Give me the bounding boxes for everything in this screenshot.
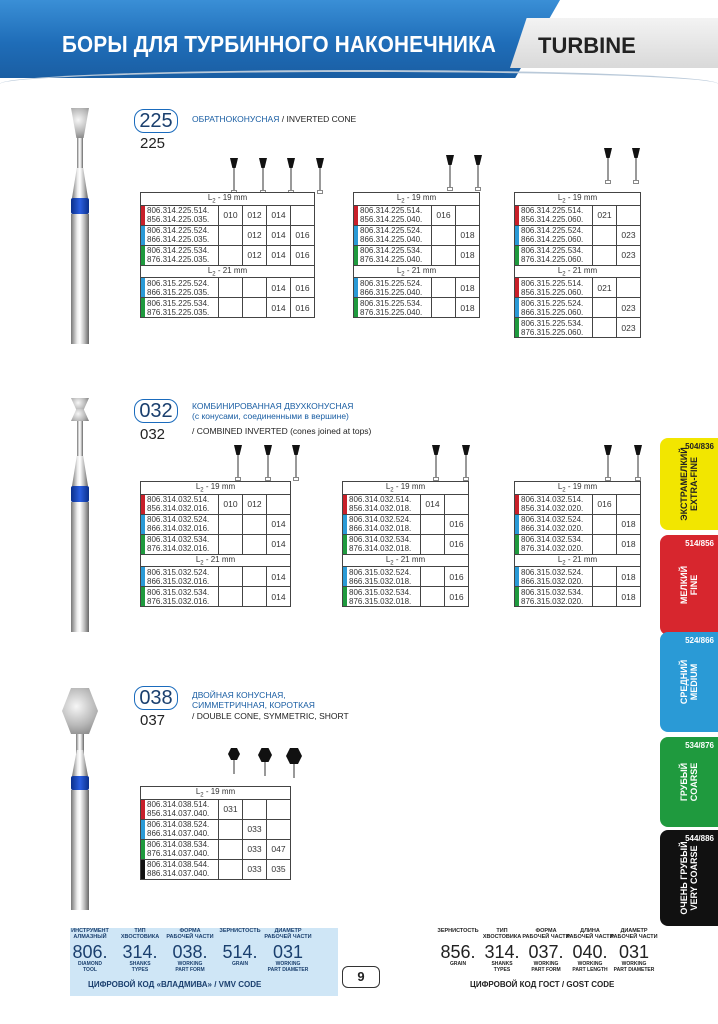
diameter-value xyxy=(432,278,456,298)
bur-size-icon xyxy=(632,148,640,188)
diameter-value: 016 xyxy=(291,225,315,245)
table-row xyxy=(515,225,641,245)
diameter-value: 023 xyxy=(617,298,641,318)
product-code: 806.315.225.534. 876.315.225.035. xyxy=(141,298,219,318)
section-title-032-ru: КОМБИНИРОВАННАЯ ДВУХКОНУСНАЯ (с конусами, соединенными в вершине) xyxy=(192,401,354,421)
table-row xyxy=(354,245,480,265)
bur-size-icon xyxy=(286,748,302,782)
grit-code: 524/866 xyxy=(685,636,714,645)
product-code: 806.314.032.514. 856.314.032.018. xyxy=(343,494,421,514)
diameter-value: 018 xyxy=(617,514,641,534)
section-title-032-en: / COMBINED INVERTED (cones joined at tops) xyxy=(192,426,372,436)
diameter-value: 016 xyxy=(291,245,315,265)
table-row xyxy=(343,567,469,587)
code-segment: ДЛИНА РАБОЧЕЙ ЧАСТИ 040. WORKING PART LENGTH xyxy=(566,928,614,973)
product-code: 806.315.032.534. 876.315.032.016. xyxy=(141,587,219,607)
diameter-value xyxy=(219,225,243,245)
section-title-038-en: / DOUBLE CONE, SYMMETRIC, SHORT xyxy=(192,711,349,721)
bur-size-icon xyxy=(604,148,612,188)
diameter-value xyxy=(243,298,267,318)
shape-code-032: 032 xyxy=(134,399,178,423)
diameter-value xyxy=(432,225,456,245)
diameter-value xyxy=(593,514,617,534)
diameter-value xyxy=(432,298,456,318)
table-row xyxy=(141,567,291,587)
table-row xyxy=(141,298,315,318)
product-code: 806.315.032.524. 866.315.032.020. xyxy=(515,567,593,587)
product-code: 806.315.225.524. 866.315.225.060. xyxy=(515,298,593,318)
diameter-value: 016 xyxy=(445,567,469,587)
product-code: 806.314.032.534. 876.314.032.018. xyxy=(343,534,421,554)
product-code: 806.315.225.534. 876.315.225.040. xyxy=(354,298,432,318)
bur-size-icon xyxy=(446,155,454,195)
diameter-value: 016 xyxy=(445,587,469,607)
diameter-value xyxy=(267,494,291,514)
bur-illustration-225 xyxy=(60,108,100,348)
diameter-value xyxy=(445,494,469,514)
grit-tab-coarse[interactable] xyxy=(660,737,718,827)
product-code: 806.314.032.524. 866.314.032.016. xyxy=(141,514,219,534)
diameter-value: 033 xyxy=(243,819,267,839)
product-code: 806.315.225.524. 866.315.225.035. xyxy=(141,278,219,298)
diameter-value xyxy=(593,245,617,265)
code-segment: ИНСТРУМЕНТ АЛМАЗНЫЙ 806. DIAMOND TOOL xyxy=(71,928,109,973)
page-title: БОРЫ ДЛЯ ТУРБИННОГО НАКОНЕЧНИКА xyxy=(62,31,497,57)
product-code: 806.314.032.524. 866.314.032.020. xyxy=(515,514,593,534)
diameter-value xyxy=(243,514,267,534)
diameter-value xyxy=(219,298,243,318)
product-code: 806.315.032.534. 876.315.032.018. xyxy=(343,587,421,607)
product-code: 806.315.225.514. 856.315.225.060. xyxy=(515,278,593,298)
section-title-225: ОБРАТНОКОНУСНАЯ / INVERTED CONE xyxy=(192,114,357,124)
diameter-value: 016 xyxy=(445,534,469,554)
product-code: 806.314.225.534. 876.314.225.040. xyxy=(354,245,432,265)
diameter-value: 021 xyxy=(593,278,617,298)
diameter-value xyxy=(243,799,267,819)
diameter-value: 018 xyxy=(617,534,641,554)
product-code: 806.314.038.544. 886.314.037.040. xyxy=(141,859,219,879)
diameter-value xyxy=(243,567,267,587)
diameter-value xyxy=(432,245,456,265)
diameter-value xyxy=(617,205,641,225)
table-row xyxy=(141,534,291,554)
diameter-value: 021 xyxy=(593,205,617,225)
product-code: 806.314.225.514. 856.314.225.040. xyxy=(354,205,432,225)
code-segment: ДИАМЕТР РАБОЧЕЙ ЧАСТИ 031 WORKING PART DIAMETER xyxy=(610,928,658,973)
diameter-value: 014 xyxy=(421,494,445,514)
table-row xyxy=(343,494,469,514)
spec-table-038-1 xyxy=(140,786,291,880)
table-row xyxy=(141,278,315,298)
code-segment: ТИП ХВОСТОВИКА 314. SHANKS TYPES xyxy=(482,928,522,973)
diameter-value: 014 xyxy=(267,534,291,554)
shape-code-038: 038 xyxy=(134,686,178,710)
product-code: 806.315.032.534. 876.315.032.020. xyxy=(515,587,593,607)
length-header: $L_2 - 21$ mm xyxy=(343,554,469,567)
table-row xyxy=(515,318,641,338)
code-segment: ФОРМА РАБОЧЕЙ ЧАСТИ 038. WORKING PART FORM xyxy=(166,928,214,973)
bur-size-icon xyxy=(292,445,300,485)
code-segment: ЗЕРНИСТОСТЬ 514. GRAIN xyxy=(219,928,261,967)
diameter-value xyxy=(219,819,243,839)
product-code: 806.314.032.534. 876.314.032.020. xyxy=(515,534,593,554)
table-row xyxy=(354,225,480,245)
length-header: $L_2 - 21$ mm xyxy=(354,265,480,278)
diameter-value: 033 xyxy=(243,839,267,859)
diameter-value xyxy=(456,205,480,225)
diameter-value xyxy=(243,587,267,607)
diameter-value xyxy=(617,278,641,298)
table-row xyxy=(141,859,291,879)
bur-size-icon xyxy=(604,445,612,485)
diameter-value xyxy=(219,587,243,607)
product-code: 806.314.032.534. 876.314.032.016. xyxy=(141,534,219,554)
table-row xyxy=(141,245,315,265)
diameter-value: 031 xyxy=(219,799,243,819)
page-number: 9 xyxy=(342,966,380,988)
product-code: 806.315.032.524. 866.315.032.016. xyxy=(141,567,219,587)
length-header: $L_2 - 19$ mm xyxy=(354,193,480,206)
grit-label: ОЧЕНЬ ГРУБЫЙ VERY COARSE xyxy=(679,841,699,915)
diameter-value: 018 xyxy=(456,278,480,298)
grit-tab-fine[interactable] xyxy=(660,535,718,635)
turbine-badge: TURBINE xyxy=(538,33,636,58)
table-row xyxy=(343,587,469,607)
grit-tab-medium[interactable] xyxy=(660,632,718,732)
diameter-value xyxy=(219,839,243,859)
table-row xyxy=(141,514,291,534)
diameter-value: 016 xyxy=(291,298,315,318)
diameter-value: 018 xyxy=(617,567,641,587)
diameter-value xyxy=(219,278,243,298)
product-code: 806.315.032.524. 866.315.032.018. xyxy=(343,567,421,587)
diameter-value: 014 xyxy=(267,278,291,298)
diameter-value: 023 xyxy=(617,318,641,338)
diameter-value xyxy=(291,205,315,225)
code-segment: ТИП ХВОСТОВИКА 314. SHANKS TYPES xyxy=(120,928,160,973)
diameter-value: 010 xyxy=(219,494,243,514)
diameter-value xyxy=(617,494,641,514)
diameter-value xyxy=(593,567,617,587)
table-row xyxy=(515,278,641,298)
diameter-value: 012 xyxy=(243,205,267,225)
table-row xyxy=(515,245,641,265)
diameter-value: 014 xyxy=(267,205,291,225)
bur-size-icon xyxy=(316,158,324,198)
diameter-value: 016 xyxy=(445,514,469,534)
diameter-value: 014 xyxy=(267,587,291,607)
bur-size-icon xyxy=(234,445,242,485)
diameter-value: 033 xyxy=(243,859,267,879)
length-header: $L_2 - 19$ mm xyxy=(141,787,291,800)
table-row xyxy=(354,278,480,298)
diameter-value xyxy=(421,534,445,554)
bur-illustration-038 xyxy=(60,688,100,910)
bur-size-icon xyxy=(258,748,272,782)
product-code: 806.314.225.524. 866.314.225.060. xyxy=(515,225,593,245)
shape-code-gost-037: 037 xyxy=(140,712,166,729)
table-row xyxy=(141,587,291,607)
table-row xyxy=(343,534,469,554)
diameter-value xyxy=(219,534,243,554)
diameter-value: 018 xyxy=(456,245,480,265)
spec-table-225-2 xyxy=(353,192,480,318)
product-code: 806.314.225.514. 856.314.225.035. xyxy=(141,205,219,225)
product-code: 806.314.225.534. 876.314.225.035. xyxy=(141,245,219,265)
diameter-value: 014 xyxy=(267,514,291,534)
grit-label: ЭКСТРАМЕЛКИЙ EXTRA-FINE xyxy=(679,447,699,521)
grit-label: ГРУБЫЙ COARSE xyxy=(679,762,699,802)
diameter-value xyxy=(593,534,617,554)
spec-table-032-3 xyxy=(514,481,641,607)
length-header: $L_2 - 21$ mm xyxy=(141,554,291,567)
diameter-value xyxy=(593,318,617,338)
product-code: 806.314.225.524. 866.314.225.040. xyxy=(354,225,432,245)
table-row xyxy=(354,205,480,225)
section-title-038-ru: ДВОЙНАЯ КОНУСНАЯ, СИММЕТРИЧНАЯ, КОРОТКАЯ xyxy=(192,690,315,710)
bur-size-icon xyxy=(462,445,470,485)
bur-size-icon xyxy=(228,748,240,782)
table-row xyxy=(515,205,641,225)
product-code: 806.315.225.524. 866.315.225.040. xyxy=(354,278,432,298)
table-row xyxy=(515,567,641,587)
grit-label: МЕЛКИЙ FINE xyxy=(679,565,699,605)
product-code: 806.315.225.534. 876.315.225.060. xyxy=(515,318,593,338)
product-code: 806.314.032.514. 856.314.032.020. xyxy=(515,494,593,514)
diameter-value: 035 xyxy=(267,859,291,879)
diameter-value: 047 xyxy=(267,839,291,859)
length-header: $L_2 - 21$ mm xyxy=(515,554,641,567)
vmv-code-caption: ЦИФРОВОЙ КОД «ВЛАДМИВА» / VMV CODE xyxy=(88,980,262,989)
product-code: 806.314.032.524. 866.314.032.018. xyxy=(343,514,421,534)
table-row xyxy=(354,298,480,318)
spec-table-032-2 xyxy=(342,481,469,607)
length-header: $L_2 - 21$ mm xyxy=(515,265,641,278)
diameter-value: 016 xyxy=(432,205,456,225)
bur-size-icon xyxy=(264,445,272,485)
diameter-value xyxy=(219,245,243,265)
diameter-value xyxy=(421,567,445,587)
diameter-value: 014 xyxy=(267,567,291,587)
table-row xyxy=(141,205,315,225)
diameter-value: 012 xyxy=(243,494,267,514)
diameter-value xyxy=(243,534,267,554)
length-header: $L_2 - 21$ mm xyxy=(141,265,315,278)
diameter-value xyxy=(267,819,291,839)
bur-size-icon xyxy=(432,445,440,485)
bur-size-icon xyxy=(634,445,642,485)
diameter-value: 018 xyxy=(617,587,641,607)
gost-code-caption: ЦИФРОВОЙ КОД ГОСТ / GOST CODE xyxy=(470,980,615,989)
diameter-value: 012 xyxy=(243,225,267,245)
code-segment: ДИАМЕТР РАБОЧЕЙ ЧАСТИ 031 WORKING PART DIAMETER xyxy=(264,928,312,973)
diameter-value: 010 xyxy=(219,205,243,225)
table-row xyxy=(141,819,291,839)
grit-tab-very-coarse[interactable] xyxy=(660,830,718,926)
page-header xyxy=(0,0,718,78)
diameter-value: 018 xyxy=(456,298,480,318)
product-code: 806.314.225.514. 856.314.225.060. xyxy=(515,205,593,225)
length-header: $L_2 - 19$ mm xyxy=(515,193,641,206)
table-row xyxy=(515,298,641,318)
spec-table-225-1 xyxy=(140,192,315,318)
code-segment: ФОРМА РАБОЧЕЙ ЧАСТИ 037. WORKING PART FORM xyxy=(522,928,570,973)
diameter-value xyxy=(593,587,617,607)
table-row xyxy=(141,494,291,514)
diameter-value: 023 xyxy=(617,245,641,265)
diameter-value xyxy=(421,587,445,607)
product-code: 806.314.225.524. 866.314.225.035. xyxy=(141,225,219,245)
table-row xyxy=(515,587,641,607)
shape-code-gost-032: 032 xyxy=(140,426,166,443)
table-row xyxy=(141,225,315,245)
diameter-value: 014 xyxy=(267,225,291,245)
bur-illustration-032 xyxy=(60,398,100,638)
table-row xyxy=(343,514,469,534)
shape-code-225: 225 xyxy=(134,109,178,133)
product-code: 806.314.225.534. 876.314.225.060. xyxy=(515,245,593,265)
product-code: 806.314.038.524. 866.314.037.040. xyxy=(141,819,219,839)
diameter-value: 023 xyxy=(617,225,641,245)
diameter-value: 012 xyxy=(243,245,267,265)
grit-code: 514/856 xyxy=(685,539,714,548)
table-row xyxy=(141,799,291,819)
diameter-value: 018 xyxy=(456,225,480,245)
diameter-value: 016 xyxy=(593,494,617,514)
spec-table-032-1 xyxy=(140,481,291,607)
spec-table-225-3 xyxy=(514,192,641,338)
grit-tab-extra-fine[interactable] xyxy=(660,438,718,530)
product-code: 806.314.032.514. 856.314.032.016. xyxy=(141,494,219,514)
grit-code: 504/836 xyxy=(685,442,714,451)
product-code: 806.314.038.514. 856.314.037.040. xyxy=(141,799,219,819)
product-code: 806.314.038.534. 876.314.037.040. xyxy=(141,839,219,859)
length-header: $L_2 - 19$ mm xyxy=(515,482,641,495)
bur-size-icon xyxy=(474,155,482,195)
diameter-value xyxy=(243,278,267,298)
grit-code: 534/876 xyxy=(685,741,714,750)
code-segment: ЗЕРНИСТОСТЬ 856. GRAIN xyxy=(437,928,479,967)
grit-code: 544/886 xyxy=(685,834,714,843)
diameter-value xyxy=(219,514,243,534)
length-header: $L_2 - 19$ mm xyxy=(141,482,291,495)
shape-code-gost-225: 225 xyxy=(140,135,166,152)
length-header: $L_2 - 19$ mm xyxy=(141,193,315,206)
diameter-value xyxy=(593,298,617,318)
table-row xyxy=(515,494,641,514)
diameter-value xyxy=(219,567,243,587)
table-row xyxy=(515,534,641,554)
diameter-value: 016 xyxy=(291,278,315,298)
grit-label: СРЕДНИЙ MEDIUM xyxy=(679,659,699,705)
diameter-value: 014 xyxy=(267,298,291,318)
diameter-value xyxy=(219,859,243,879)
table-row xyxy=(515,514,641,534)
diameter-value xyxy=(593,225,617,245)
diameter-value xyxy=(267,799,291,819)
table-row xyxy=(141,839,291,859)
length-header: $L_2 - 19$ mm xyxy=(343,482,469,495)
diameter-value: 014 xyxy=(267,245,291,265)
diameter-value xyxy=(421,514,445,534)
